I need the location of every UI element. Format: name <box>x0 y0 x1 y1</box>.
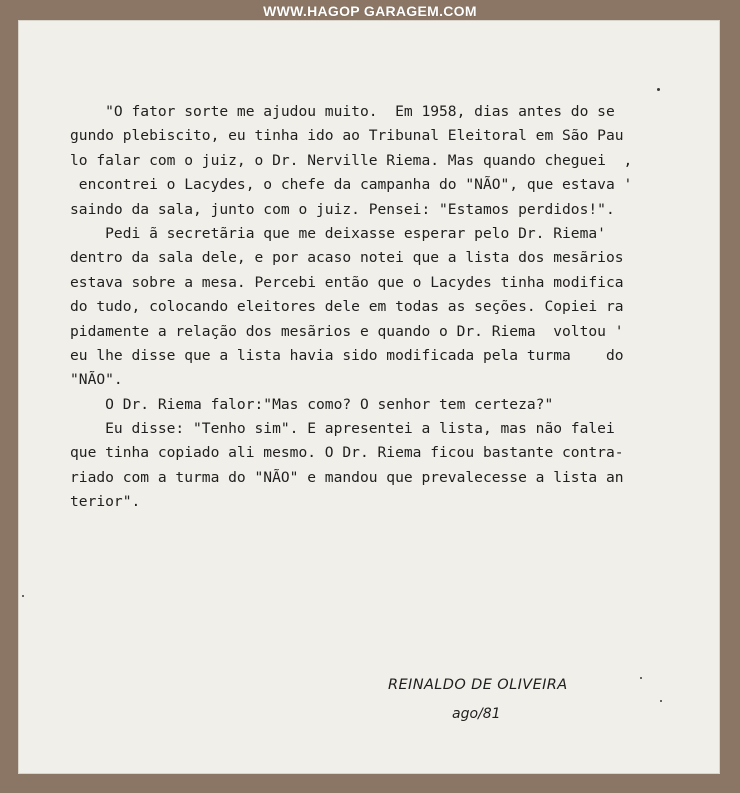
text-line: O Dr. Riema falor:"Mas como? O senhor tem certeza?" <box>70 395 554 413</box>
text-line: Pedi ã secretãria que me deixasse esperar pelo Dr. Riema' <box>70 224 606 242</box>
text-line: encontrei o Lacydes, o chefe da campanha do "NÃO", que estava ' <box>70 176 633 194</box>
text-line: Eu disse: "Tenho sim". E apresentei a lista, mas não falei <box>70 420 615 438</box>
text-line: que tinha copiado ali mesmo. O Dr. Riema ficou bastante contra- <box>70 444 624 462</box>
text-line: dentro da sala dele, e por acaso notei que a lista dos mesãrios <box>70 249 624 267</box>
typed-text-block <box>70 100 670 515</box>
text-line: "O fator sorte me ajudou muito. Em 1958, dias antes do se <box>70 103 615 120</box>
signature-name: REINALDO DE OLIVEIRA <box>388 677 568 693</box>
paper-speck <box>640 677 642 679</box>
paper-speck <box>657 88 660 91</box>
text-line: eu lhe disse que a lista havia sido modificada pela turma do <box>70 346 624 364</box>
text-line: lo falar com o juiz, o Dr. Nerville Riema. Mas quando cheguei , <box>70 151 633 169</box>
paper-speck <box>22 595 24 597</box>
text-line: terior". <box>70 493 141 511</box>
text-line: gundo plebiscito, eu tinha ido ao Tribunal Eleitoral em São Pau <box>70 127 624 145</box>
text-line: estava sobre a mesa. Percebi então que o Lacydes tinha modifica <box>70 273 624 291</box>
text-line: riado com a turma do "NÃO" e mandou que prevalecesse a lista an <box>70 468 624 486</box>
text-line: "NÃO". <box>70 371 123 389</box>
watermark: WWW.HAGOP GARAGEM.COM <box>263 3 477 19</box>
paper-speck <box>660 700 662 702</box>
text-line: saindo da sala, junto com o juiz. Pensei: "Estamos perdidos!". <box>70 200 615 218</box>
text-line: pidamente a relação dos mesãrios e quando o Dr. Riema voltou ' <box>70 322 624 340</box>
text-line: do tudo, colocando eleitores dele em todas as seções. Copiei ra <box>70 298 624 316</box>
signature-date: ago/81 <box>452 706 501 722</box>
